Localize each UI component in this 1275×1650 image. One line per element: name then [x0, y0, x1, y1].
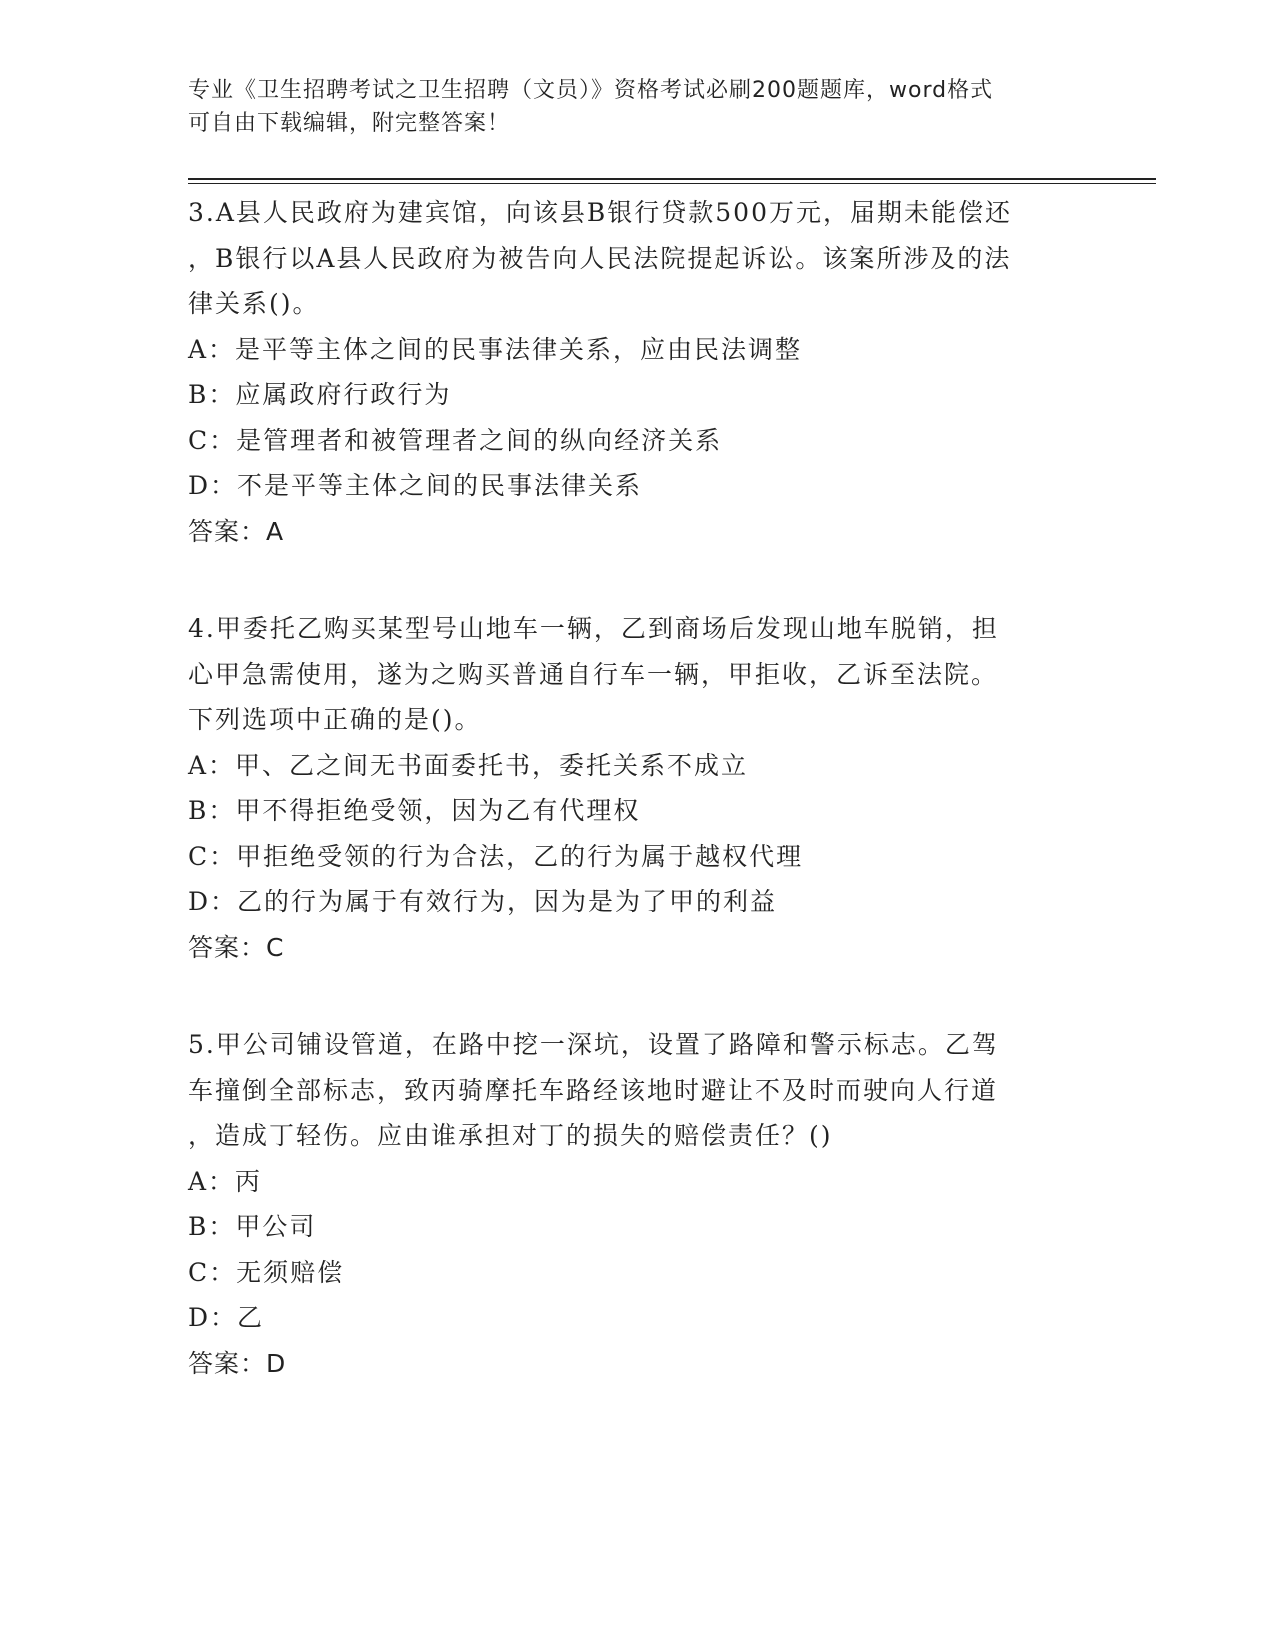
stem-line: 车撞倒全部标志，致丙骑摩托车路经该地时避让不及时而驶向人行道	[188, 1075, 999, 1105]
option-a: A：是平等主体之间的民事法律关系，应由民法调整	[188, 334, 803, 364]
stem-line: 5.甲公司铺设管道，在路中挖一深坑，设置了路障和警示标志。乙驾	[188, 1030, 999, 1059]
stem-line: ，B银行以A县人民政府为被告向人民法院提起诉讼。该案所涉及的法	[188, 243, 1012, 273]
answer-line: 答案：D	[188, 1348, 287, 1378]
stem-line: ，造成丁轻伤。应由谁承担对丁的损失的赔偿责任？()	[188, 1121, 833, 1150]
question-4	[188, 606, 1088, 970]
stem-line: 律关系()。	[188, 289, 320, 318]
question-3	[188, 190, 1088, 554]
answer-line: 答案：A	[188, 516, 285, 546]
option-c: C：是管理者和被管理者之间的纵向经济关系	[188, 425, 723, 455]
option-d: D：不是平等主体之间的民事法律关系	[188, 471, 643, 500]
header-line-2: 可自由下载编辑，附完整答案！	[188, 111, 511, 136]
header-line-1: 专业《卫生招聘考试之卫生招聘（文员）》资格考试必刷200题题库，word格式	[188, 78, 994, 103]
stem-line: 4.甲委托乙购买某型号山地车一辆，乙到商场后发现山地车脱销，担	[188, 614, 999, 643]
document-header	[188, 74, 1088, 140]
header-rule-thin	[188, 183, 1156, 184]
option-c: C：无须赔偿	[188, 1257, 345, 1287]
option-b: B：应属政府行政行为	[188, 380, 452, 409]
option-d: D：乙	[188, 1303, 265, 1332]
option-b: B：甲不得拒绝受领，因为乙有代理权	[188, 796, 641, 825]
question-stem	[188, 1022, 1088, 1159]
question-stem	[188, 190, 1088, 327]
question-list	[188, 190, 1088, 1438]
option-a: A：丙	[188, 1166, 263, 1196]
option-a: A：甲、乙之间无书面委托书，委托关系不成立	[188, 750, 749, 780]
question-stem	[188, 606, 1088, 743]
option-d: D：乙的行为属于有效行为，因为是为了甲的利益	[188, 887, 778, 916]
answer-line: 答案：C	[188, 932, 285, 962]
stem-line: 3.A县人民政府为建宾馆，向该县B银行贷款500万元，届期未能偿还	[188, 198, 1012, 227]
option-c: C：甲拒绝受领的行为合法，乙的行为属于越权代理	[188, 841, 804, 871]
stem-line: 心甲急需使用，遂为之购买普通自行车一辆，甲拒收，乙诉至法院。	[188, 659, 999, 689]
question-5	[188, 1022, 1088, 1386]
option-b: B：甲公司	[188, 1212, 317, 1241]
header-rule-thick	[188, 178, 1156, 180]
stem-line: 下列选项中正确的是()。	[188, 705, 482, 734]
